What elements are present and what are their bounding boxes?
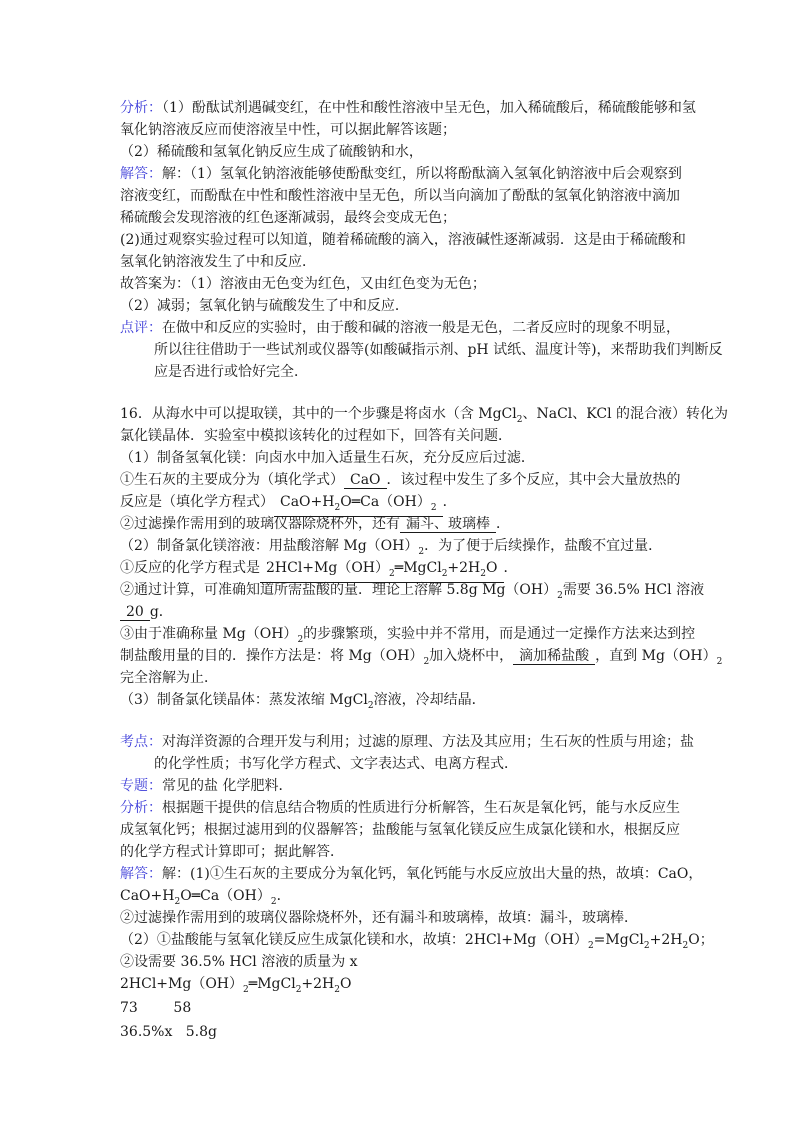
text-line: ②设需要 36.5% HCl 溶液的质量为 x	[120, 954, 358, 970]
text-line: 的化学性质；书写化学方程式、文字表达式、电离方程式．	[154, 756, 518, 772]
text-line: 氢氧化钠溶液发生了中和反应．	[120, 254, 316, 270]
answer-label: 解答：	[120, 866, 162, 882]
topic-line: 专题：常见的盐 化学肥料．	[120, 778, 293, 794]
answer-blank: 20	[120, 604, 150, 621]
text-line: 完全溶解为止．	[120, 670, 218, 686]
text-line: 制盐酸用量的目的．操作方法是：将 $Mg(OH)_2$加入烧杯中， 滴加稀盐酸 ，直到 $Mg(OH)_2$	[120, 648, 723, 667]
text-line: (2)通过观察实验过程可以知道，随着稀硫酸的滴入，溶液碱性逐渐减弱．这是由于稀硫酸和	[120, 232, 686, 248]
text-line: ②通过计算，可准确知道所需盐酸的量．理论上溶解 5.8g $Mg(OH)_2$需要 36.5% HCl 溶液	[120, 582, 705, 601]
text-line: ①反应的化学方程式是 $2HCl+Mg(OH)_2═MgCl_2+2H_2O$ ．	[120, 558, 690, 583]
answer-line: 解答：解：（1）氢氧化钠溶液能够使酚酞变红，所以将酚酞滴入氢氧化钠溶液中后会观察到	[120, 166, 682, 182]
text-line: （2）①盐酸能与氢氧化镁反应生成氯化镁和水，故填：$2HCl+Mg(OH)_2=MgCl_2+2H_2O$；	[120, 932, 714, 951]
text-line: $CaO+H_2O═Ca(OH)_2$．	[120, 888, 291, 907]
keypoint-line: 考点：对海洋资源的合理开发与利用；过滤的原理、方法及其应用；生石灰的性质与用途；盐	[120, 734, 694, 750]
text-line: （2）减弱；氢氧化钠与硫酸发生了中和反应．	[120, 298, 409, 314]
comment-label: 点评：	[120, 320, 162, 336]
text-line: 的化学方程式计算即可；据此解答．	[120, 844, 344, 860]
question-stem: 16．从海水中可以提取镁，其中的一个步骤是将卤水（含 MgCl$_2$、NaCl、KCl 的混合液）转化为	[120, 406, 728, 425]
text-line: 成氢氧化钙；根据过滤用到的仪器解答；盐酸能与氢氧化镁反应生成氯化镁和水，根据反应	[120, 822, 680, 838]
text-line: 应是否进行或恰好完全．	[154, 364, 308, 380]
text-line: ①生石灰的主要成分为（填化学式） CaO ．该过程中发生了多个反应，其中会大量放热的	[120, 472, 681, 488]
equation-line: $2HCl+Mg(OH)_2═MgCl_2+2H_2O$	[120, 976, 352, 995]
text-line: 反应是（填化学方程式） $CaO+H_2O═Ca(OH)_2$ ．	[120, 492, 690, 517]
answer-label: 解答：	[120, 166, 162, 182]
analysis-line: 分析：根据题干提供的信息结合物质的性质进行分析解答，生石灰是氧化钙，能与水反应生	[120, 800, 680, 816]
text-line: 所以往往借助于一些试剂或仪器等(如酸碱指示剂、pH 试纸、温度计等)，来帮助我们判断反	[154, 342, 723, 358]
text-line: ②过滤操作需用到的玻璃仪器除烧杯外，还有 漏斗、玻璃棒 ．	[120, 516, 510, 532]
answer-blank: 滴加稀盐酸	[513, 648, 595, 665]
text-line: ③由于准确称量 $Mg(OH)_2$的步骤繁琐，实验中并不常用，而是通过一定操作方法来达到控	[120, 626, 696, 645]
text-line: ②过滤操作需用到的玻璃仪器除烧杯外，还有漏斗和玻璃棒，故填：漏斗，玻璃棒．	[120, 910, 638, 926]
answer-blank: $2HCl+Mg(OH)_2═MgCl_2+2H_2O$	[260, 560, 504, 583]
equation-ratio-row: 36.5%x 5.8g	[120, 1024, 217, 1040]
text-line: 稀硫酸会发现溶液的红色逐渐减弱，最终会变成无色；	[120, 210, 456, 226]
text-line: （2）制备氯化镁溶液：用盐酸溶解 $Mg(OH)_2$．为了便于后续操作，盐酸不宜过量．	[120, 538, 663, 557]
text-line: （2）稀硫酸和氢氧化钠反应生成了硫酸钠和水，	[120, 144, 423, 160]
topic-label: 专题：	[120, 778, 162, 794]
text-line: 溶液变红，而酚酞在中性和酸性溶液中呈无色，所以当向滴加了酚酞的氢氧化钠溶液中滴加	[120, 188, 680, 204]
text-line: 20 g．	[120, 602, 690, 622]
analysis-line: 分析：（1）酚酞试剂遇碱变红，在中性和酸性溶液中呈无色，加入稀硫酸后，稀硫酸能够和氢	[120, 100, 696, 116]
equation-ratio-row: 73 58	[120, 1000, 192, 1016]
analysis-label: 分析：	[120, 800, 162, 816]
text-line: 氯化镁晶体．实验室中模拟该转化的过程如下，回答有关问题．	[120, 428, 512, 444]
text-line: （1）制备氢氧化镁：向卤水中加入适量生石灰，充分反应后过滤．	[120, 450, 535, 466]
answer-blank: $CaO+H_2O═Ca(OH)_2$	[274, 494, 443, 517]
text-line: （3）制备氯化镁晶体：蒸发浓缩 MgCl$_2$溶液，冷却结晶．	[120, 692, 486, 711]
analysis-label: 分析：	[120, 100, 162, 116]
text-line: 氧化钠溶液反应而使溶液呈中性，可以据此解答该题；	[120, 122, 456, 138]
answer-blank: 漏斗、玻璃棒	[400, 516, 496, 533]
keypoint-label: 考点：	[120, 734, 162, 750]
answer-line: 解答：解：(1)①生石灰的主要成分为氧化钙，氧化钙能与水反应放出大量的热，故填：CaO，	[120, 866, 703, 882]
comment-line: 点评：在做中和反应的实验时，由于酸和碱的溶液一般是无色，二者反应时的现象不明显，	[120, 320, 680, 336]
answer-blank: CaO	[344, 472, 387, 489]
text-line: 故答案为：（1）溶液由无色变为红色，又由红色变为无色；	[120, 276, 486, 292]
